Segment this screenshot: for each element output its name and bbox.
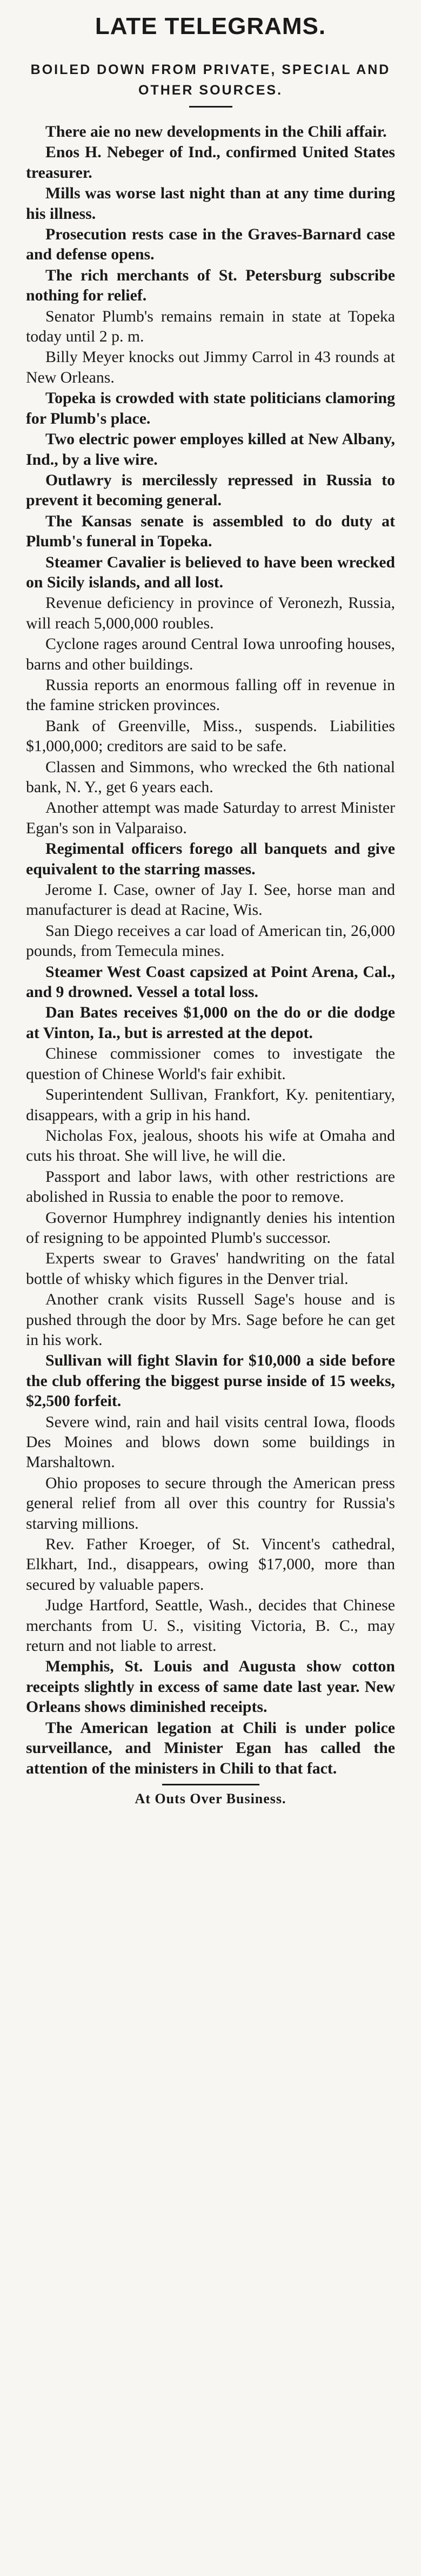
telegram-item: Steamer Cavalier is believed to have been wrecked on Sicily islands, and all lost. <box>26 553 395 591</box>
telegram-item: Chinese commissioner comes to investigate the question of Chinese World's fair exhibit. <box>26 1045 395 1083</box>
telegram-item: Memphis, St. Louis and Augusta show cotton receipts slightly in excess of same date last year. New Orleans shows diminished receipts. <box>26 1657 395 1716</box>
column-subtitle: BOILED DOWN FROM PRIVATE, SPECIAL AND OTHER SOURCES. <box>30 62 391 98</box>
telegram-item: Regimental officers forego all banquets and give equivalent to the starring masses. <box>26 840 395 878</box>
telegram-item: Another attempt was made Saturday to arrest Minister Egan's son in Valparaiso. <box>26 799 395 837</box>
footer-divider <box>162 1784 259 1785</box>
telegram-item: Sullivan will fight Slavin for $10,000 a side before the club offering the biggest purse inside of 15 weeks, $2,500 forfeit. <box>26 1351 395 1410</box>
telegram-item: Classen and Simmons, who wrecked the 6th national bank, N. Y., get 6 years each. <box>26 758 395 796</box>
section-divider <box>189 106 232 108</box>
telegram-item: Bank of Greenville, Miss., suspends. Liabilities $1,000,000; creditors are said to be safe. <box>26 717 395 755</box>
telegram-item: Severe wind, rain and hail visits central Iowa, floods Des Moines and blows down some buildings in Marshaltown. <box>26 1413 395 1471</box>
telegram-list <box>26 122 395 1778</box>
telegram-item: Outlawry is mercilessly repressed in Russia to prevent it becoming general. <box>26 471 395 510</box>
column-title: LATE TELEGRAMS. <box>95 13 326 39</box>
telegram-item: The American legation at Chili is under police surveillance, and Minister Egan has called the attention of the ministers in Chili to that fact. <box>26 1718 395 1777</box>
telegram-item: The Kansas senate is assembled to do duty at Plumb's funeral in Topeka. <box>26 512 395 551</box>
telegram-item: Governor Humphrey indignantly denies his intention of resigning to be appointed Plumb's successor. <box>26 1208 395 1247</box>
telegram-item: Jerome I. Case, owner of Jay I. See, horse man and manufacturer is dead at Racine, Wis. <box>26 881 395 919</box>
telegram-item: Steamer West Coast capsized at Point Arena, Cal., and 9 drowned. Vessel a total loss. <box>26 962 395 1001</box>
telegram-item: Passport and labor laws, with other restrictions are abolished in Russia to enable the poor to remove. <box>26 1167 395 1206</box>
telegram-item: There aie no new developments in the Chili affair. <box>45 123 387 140</box>
telegram-item: Topeka is crowded with state politicians clamoring for Plumb's place. <box>26 389 395 427</box>
telegram-item: Mills was worse last night than at any time during his illness. <box>26 184 395 223</box>
telegram-item: Russia reports an enormous falling off in revenue in the famine stricken provinces. <box>26 675 395 714</box>
next-article-heading: At Outs Over Business. <box>135 1790 286 1806</box>
telegram-item: Billy Meyer knocks out Jimmy Carrol in 43 rounds at New Orleans. <box>26 348 395 386</box>
telegram-item: Judge Hartford, Seattle, Wash., decides that Chinese merchants from U. S., visiting Victoria, B. C., may return and not liable to arrest. <box>26 1596 395 1655</box>
telegram-item: Another crank visits Russell Sage's house and is pushed through the door by Mrs. Sage before he can get in his work. <box>26 1290 395 1349</box>
telegram-item: Rev. Father Kroeger, of St. Vincent's cathedral, Elkhart, Ind., disappears, owing $17,000, more than secured by valuable papers. <box>26 1535 395 1594</box>
telegram-item: Senator Plumb's remains remain in state at Topeka today until 2 p. m. <box>26 307 395 346</box>
telegram-item: Experts swear to Graves' handwriting on the fatal bottle of whisky which figures in the Denver trial. <box>26 1249 395 1288</box>
telegram-item: Two electric power employes killed at New Albany, Ind., by a live wire. <box>26 430 395 469</box>
telegram-item: Superintendent Sullivan, Frankfort, Ky. penitentiary, disappears, with a grip in his hand. <box>26 1086 395 1124</box>
telegram-item: Enos H. Nebeger of Ind., confirmed United States treasurer. <box>26 143 395 182</box>
telegram-item: Nicholas Fox, jealous, shoots his wife at Omaha and cuts his throat. She will live, he will die. <box>26 1126 395 1165</box>
telegram-item: Revenue deficiency in province of Veronezh, Russia, will reach 5,000,000 roubles. <box>26 594 395 632</box>
telegram-item: The rich merchants of St. Petersburg subscribe nothing for relief. <box>26 266 395 305</box>
telegram-item: Dan Bates receives $1,000 on the do or die dodge at Vinton, Ia., but is arrested at the depot. <box>26 1003 395 1042</box>
telegram-item: Cyclone rages around Central Iowa unroofing houses, barns and other buildings. <box>26 635 395 673</box>
telegram-item: Prosecution rests case in the Graves-Barnard case and defense opens. <box>26 225 395 264</box>
telegram-item: Ohio proposes to secure through the American press general relief from all over this country for Russia's starving millions. <box>26 1474 395 1533</box>
telegram-item: San Diego receives a car load of American tin, 26,000 pounds, from Temecula mines. <box>26 921 395 960</box>
